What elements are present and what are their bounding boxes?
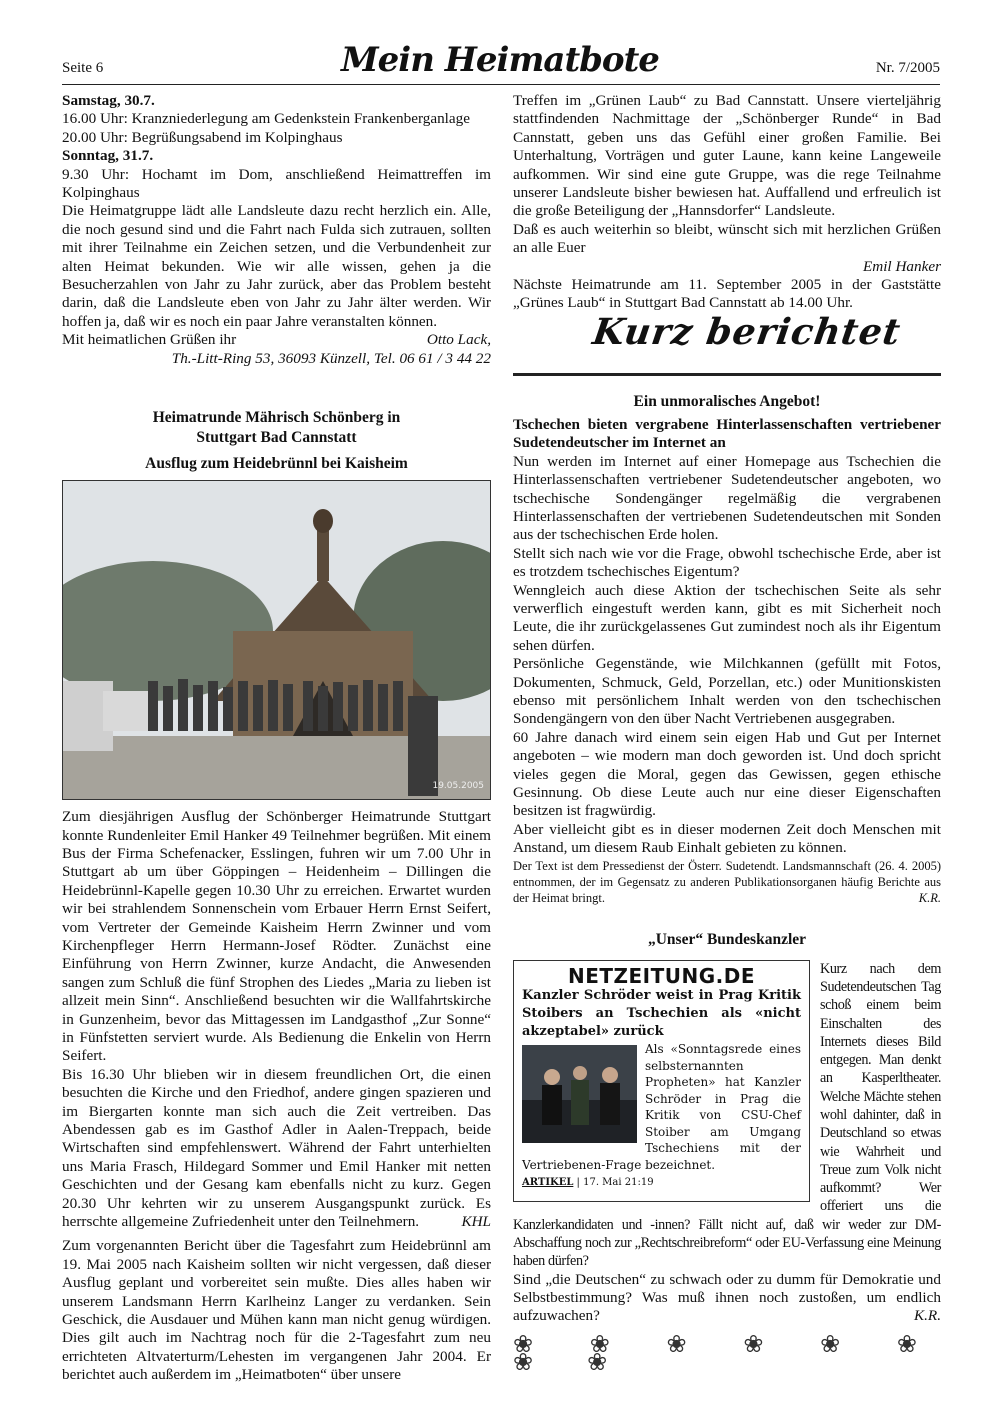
- netzeitung-logo: NETZEITUNG.DE: [567, 963, 756, 988]
- chapel-photo: [62, 480, 491, 800]
- kurz-berichtet-banner: [513, 310, 941, 376]
- article-1-paragraph-3: Wenngleich auch diese Aktion der tschechischen Seite als sehr verwerflich eingestuft werden kann, gibt es mit Sicherheit noch Leute, die ihr zurückgelassenes Gut zumindest noch als ihr Eigentum sehen dürfen.: [513, 581, 941, 654]
- greeting-address: Th.-Litt-Ring 53, 36093 Künzell, Tel. 06 61 / 3 44 22: [171, 349, 491, 367]
- article-2-side-text: Kurz nach dem Sudetendeutschen Tag schoß einem beim Einschalten des Internets dieses Bild entgegen. Man denkt an Kasperltheater. Welche Mächte stehen wohl dahinter, daß in Deutschland so etwas wie Wahrheit und Treue zum Volk nicht aufkommt? Wer offeriert uns die Kanzlerkandidaten und -innen? Fällt nicht auf, daß wir weder zur DM-Abschaffung noch zur „Rechtschreibreform“ oder EU-Verfassung eine Meinung haben dürfen?: [513, 960, 941, 1270]
- chapel-photo-illustration: [63, 481, 490, 799]
- saturday-date: Samstag, 30.7.: [62, 92, 155, 109]
- article-subtitle: Ausflug zum Heidebrünnl bei Kaisheim: [145, 455, 408, 473]
- right-column: [513, 92, 941, 1377]
- netzeitung-meta: [522, 1175, 801, 1192]
- kurz-berichtet-title: Kurz berichtet: [590, 310, 904, 353]
- greeting-text: Mit heimatlichen Grüßen ihr: [62, 331, 237, 349]
- masthead-title: Mein Heimatbote: [341, 40, 659, 80]
- article-1-paragraph-4: Persönliche Gegenstände, wie Milchkannen (gefüllt mit Fotos, Dokumenten, Schmuck, Geld, Porzellan, etc.) oder Munitionskisten ebenso mit persönlichem Inhalt werden von den tschechischen Sondengängern von den über Nacht Vertriebenen ausgegraben.: [513, 655, 941, 728]
- sunday-item-1: 9.30 Uhr: Hochamt im Dom, anschließend Heimattreffen im Kolpinghaus: [62, 165, 491, 202]
- trip-report-paragraph-3: Zum vorgenannten Bericht über die Tagesfahrt zum Heidebrünnl am 19. Mai 2005 nach Kaisheim sollten wir nicht vergessen, daß dieser Ausflug geplant und vorbereitet sein mußte. Dies alles haben wir unserem Landsmann Herrn Karlheinz Langer zu verdanken. Sein Geschick, die Ausdauer und Mühen kann man nicht genug würdigen. Dies gilt auch im Nachtrag noch für die 2-Tagesfahrt zum neu errichteten Altvaterturm/Lehesten im vergangenen Jahr 2004. Er berichtet auch außerdem im „Heimatboten“ über unsere: [62, 1237, 491, 1384]
- continuation-paragraph: Treffen im „Grünen Laub“ zu Bad Cannstatt. Unsere vierteljährig stattfindenden Nachmittage der „Schönberger Runde“ in Bad Cannstatt, geben uns das Gefühl einer großen Familie. Bei Unterhaltung, Vorträgen und guter Laune, kann keine Langeweile aufkommen. Wir sind eine gute Gruppe, was die rege Teilnahme unserer Landsleute bisher bewiesen hat. Auffallend und erfreulich ist die große Beteiligung der „Hannsdorfer“ Landsleute.: [513, 92, 941, 220]
- article-2-closing: Sind „die Deutschen“ zu schwach oder zu dumm für Demokratie und Selbstbestimmung? Was muß ihnen noch zustoßen, um endlich aufzuwachen?: [513, 1270, 941, 1325]
- continuation-closing: Daß es auch weiterhin so bleibt, wünscht sich mit herzlichen Grüßen an alle Euer: [513, 220, 941, 257]
- sunday-date: Sonntag, 31.7.: [62, 147, 154, 165]
- article-1-paragraph-5: 60 Jahre danach wird einem sein eigen Hab und Gut per Internet angeboten – wie modern man doch geworden ist. Und doch spricht vieles gegen die Moral, gegen das Gewissen, gegen ethische Gesinnung. Ob diese Leute auch nur eine dieser Eigenschaften besitzen ist fragwürdig.: [513, 728, 941, 820]
- article-2-signature: K.R.: [913, 1307, 941, 1325]
- saturday-item-2: 20.00 Uhr: Begrüßungsabend im Kolpinghaus: [62, 128, 343, 146]
- greeting-name: Otto Lack,: [426, 331, 491, 349]
- article-1-title: Ein unmoralisches Angebot!: [633, 392, 821, 410]
- article-title-2: Stuttgart Bad Cannstatt: [196, 429, 357, 447]
- article-1-paragraph-1: Nun werden im Internet auf einer Homepage aus Tschechien die Hinterlassenschaften vertriebener Sudetendeutscher angeboten, wo tschechische Sondengänger regelmäßig die vergrabenen Hinterlassenschaften der vertriebenen Sudetendeutschen mit Sonden aus der tschechischen Erde holen.: [513, 452, 941, 544]
- article-1-paragraph-2: Stellt sich nach wie vor die Frage, obwohl tschechische Erde, aber ist es trotzdem tschechisches Eigentum?: [513, 544, 941, 581]
- flower-ornament: ❀ ❀ ❀ ❀ ❀ ❀ ❀ ❀: [513, 1331, 941, 1377]
- netzeitung-photo: [522, 1045, 637, 1143]
- trip-report-paragraph-1: Zum diesjährigen Ausflug der Schönberger Heimatrunde Stuttgart konnte Rundenleiter Emil Hanker 49 Teilnehmer begrüßen. Mit einem Bus der Firma Schefenacker, Esslingen, fuhren wir um 7.00 Uhr in Stuttgart ab um über Göppingen – Heidenheim – Dillingen die Heidebrünnl-Kapelle gegen 10.30 Uhr zu erreichen. Erwartet wurden wir bei strahlendem Sonnenschein vom Erbauer Herrn Ernst Seifert, vom Vertreter der Gemeinde Kaisheim Herrn Zwinner und vom Kirchenpfleger Herrn Hermann-Josef Rödter. Zunächst eine Einführung von Herrn Zwinner, kurze Andacht, die Anwesenden sangen zum Schluß die fünf Strophen des Liedes „Maria zu lieben ist allzeit mein Sinn“. Anschließend besuchten wir die Wallfahrtskirche in Gunzenheim, bevor das Mittagessen im Landgasthof „Zur Sonne“ in Fünfstetten serviert wurde. Als Bedienung die Enkelin von Herrn Seifert.: [62, 808, 491, 1065]
- netzeitung-photo-illustration: [522, 1045, 637, 1143]
- invitation-paragraph: Die Heimatgruppe lädt alle Landsleute dazu recht herzlich ein. Alle, die noch gesund sind und die Fahrt nach Fulda sich zutrauen, sollten mit ihrer Teilnahme ein Zeichen setzen, und die Verbundenheit zur alten Heimat bekunden. Wie wir alle wissen, gehen ja die Besucherzahlen von Jahr zu Jahr zurück, aber das Problem besteht darin, daß die Landsleute eben von Jahr zu Jahr älter werden. Wir hoffen ja, daß wir es noch ein paar Jahre veranstalten können.: [62, 202, 491, 330]
- article-1-paragraph-6: Aber vielleicht gibt es in dieser modernen Zeit doch Menschen mit Anstand, um diesem Raub Einhalt gebieten zu können.: [513, 820, 941, 857]
- saturday-item-1: 16.00 Uhr: Kranzniederlegung am Gedenkstein Frankenberganlage: [62, 110, 470, 128]
- trip-report-paragraph-2: Bis 16.30 Uhr blieben wir in diesem freundlichen Ort, die einen besuchten die Kirche und den Friedhof, andere gingen spazieren und im Biergarten konnte man sich auch die Zeit vertreiben. Das Abendessen gab es im Gasthof Adler in Aalen-Treppach, beide Wirtschaften sind empfehlenswert. Während der Fahrt unterhielten uns Maria Frasch, Hildegard Sommer und Emil Hanker mit netten Geschichten und der Gesang kam ebenfalls nicht zu kurz. Gegen 20.30 Uhr kehrten wir zu unserem Ausgangspunkt zurück. Es herrschte allgemeine Zufriedenheit unter den Teilnehmern.: [62, 1065, 491, 1231]
- left-column: [62, 92, 491, 1385]
- issue-number: Nr. 7/2005: [875, 60, 940, 76]
- next-meeting-notice: Nächste Heimatrunde am 11. September 2005 in der Gaststätte „Grünes Laub“ in Stuttgart Bad Cannstatt ab 14.00 Uhr.: [513, 276, 941, 312]
- greeting-line: [62, 331, 491, 349]
- netzeitung-clipping: [513, 960, 810, 1202]
- article-title-1: Heimatrunde Mährisch Schönberg in: [152, 409, 401, 427]
- continuation-signature: Emil Hanker: [862, 257, 941, 275]
- article-1-subtitle: Tschechen bieten vergrabene Hinterlassenschaften vertriebener Sudetendeutscher im Internet an: [513, 415, 941, 452]
- trip-report-signature: KHL: [461, 1213, 491, 1231]
- header-rule: [62, 84, 940, 85]
- article-2-title: „Unser“ Bundeskanzler: [647, 930, 807, 948]
- article-1-source-note: [513, 858, 941, 906]
- page-number: Seite 6: [62, 60, 104, 76]
- article-1-source-text: Der Text ist dem Pressedienst der Österr. Sudetendt. Landsmannschaft (26. 4. 2005) entnommen, der im Gegensatz zu anderen Publikationsorganen häufig Berichte aus der Heimat bringt.: [513, 858, 941, 905]
- netzeitung-body: Als «Sonntagsrede eines selbsternannten Propheten» hat Kanzler Schröder in Prag die Kritik von CSU-Chef Stoiber am Umgang Tschechiens mit der Vertriebenen-Frage bezeichnet.: [522, 1042, 801, 1172]
- netzeitung-meta-date: | 17. Mai 21:19: [576, 1177, 654, 1189]
- photo-date-stamp: 19.05.2005: [432, 780, 484, 791]
- article-1-signature: K.R.: [918, 890, 941, 905]
- ornament-row: [513, 1331, 941, 1377]
- netzeitung-meta-label: ARTIKEL: [522, 1177, 574, 1189]
- netzeitung-headline: Kanzler Schröder weist in Prag Kritik Stoibers an Tschechien als «nicht akzeptabel» zurück: [522, 988, 801, 1040]
